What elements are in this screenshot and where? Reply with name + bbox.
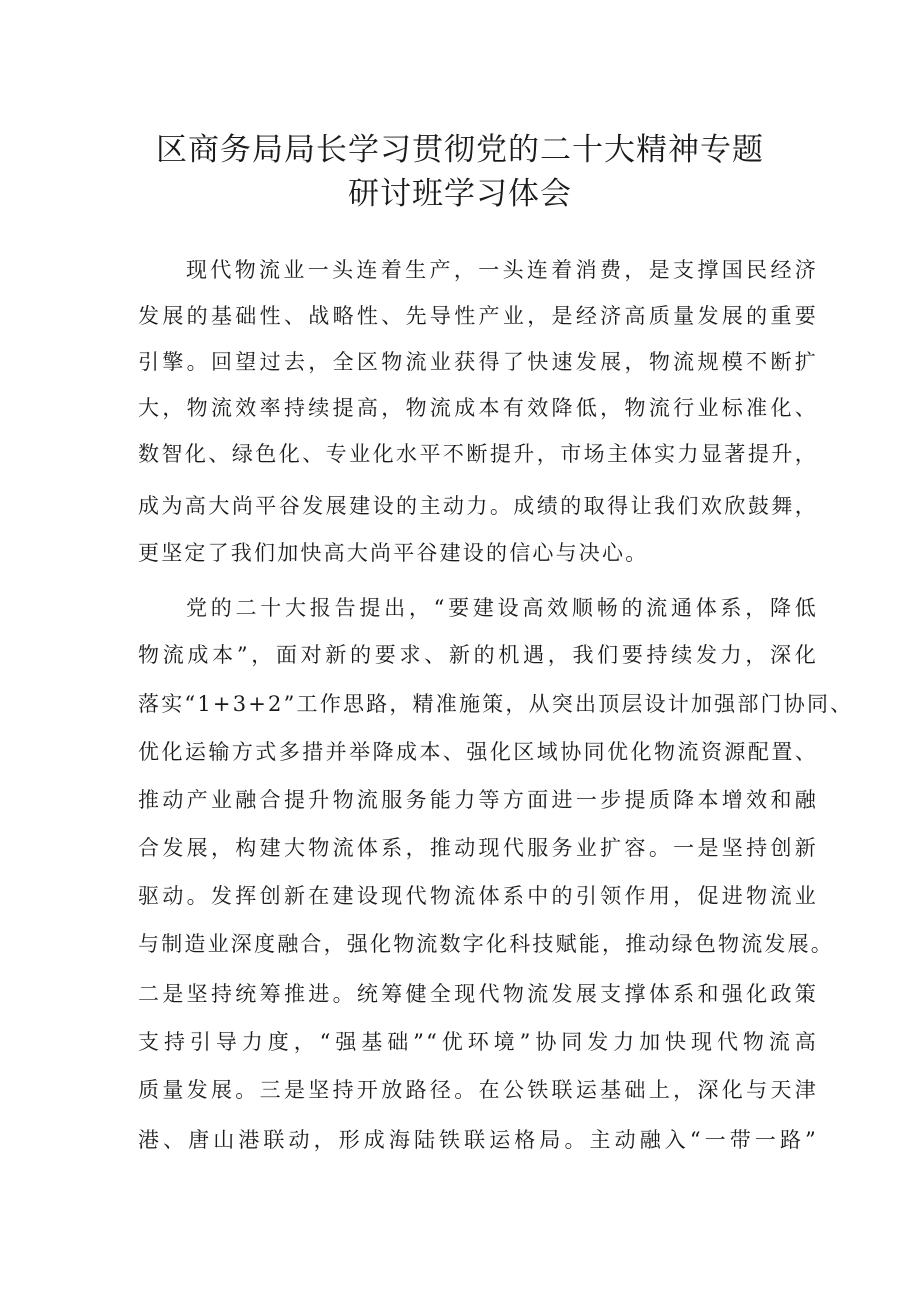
document-title-line-1: 区商务局局长学习贯彻党的二十大精神专题: [156, 132, 764, 168]
paragraph-2-line-3: 落实“1+3+2”工作思路，精准施策，从突出顶层设计加强部门协同、: [138, 692, 854, 716]
paragraph-1-line-5: 数智化、绿色化、专业化水平不断提升，市场主体实力显著提升，: [138, 442, 818, 466]
paragraph-1-line-1: 现代物流业一头连着生产，一头连着消费，是支撑国民经济: [186, 258, 818, 282]
paragraph-1-line-2: 发展的基础性、战略性、先导性产业，是经济高质量发展的重要: [138, 304, 818, 328]
paragraph-2-line-9: 二是坚持统筹推进。统筹健全现代物流发展支撑体系和强化政策: [138, 982, 818, 1006]
paragraph-2-line-11: 质量发展。三是坚持开放路径。在公铁联运基础上，深化与天津: [138, 1078, 818, 1102]
paragraph-1-line-4: 大，物流效率持续提高，物流成本有效降低，物流行业标准化、: [138, 396, 818, 420]
paragraph-2-line-1: 党的二十大报告提出，“要建设高效顺畅的流通体系，降低: [186, 596, 818, 620]
paragraph-2-line-4: 优化运输方式多措并举降成本、强化区域协同优化物流资源配置、: [138, 740, 818, 764]
paragraph-1-line-7: 更坚定了我们加快高大尚平谷建设的信心与决心。: [138, 541, 649, 565]
paragraph-2-line-12: 港、唐山港联动，形成海陆铁联运格局。主动融入“一带一路”: [138, 1128, 818, 1152]
paragraph-1-line-3: 引擎。回望过去，全区物流业获得了快速发展，物流规模不断扩: [138, 350, 818, 374]
paragraph-2-line-6: 合发展，构建大物流体系，推动现代服务业扩容。一是坚持创新: [138, 836, 818, 860]
paragraph-1-line-6: 成为高大尚平谷发展建设的主动力。成绩的取得让我们欢欣鼓舞，: [138, 494, 818, 518]
paragraph-2-line-5: 推动产业融合提升物流服务能力等方面进一步提质降本增效和融: [138, 788, 818, 812]
paragraph-2-line-7: 驱动。发挥创新在建设现代物流体系中的引领作用，促进物流业: [138, 884, 818, 908]
paragraph-2-line-8: 与制造业深度融合，强化物流数字化科技赋能，推动绿色物流发展。: [138, 932, 834, 956]
paragraph-2-line-10: 支持引导力度，“强基础”“优环境”协同发力加快现代物流高: [138, 1030, 818, 1054]
paragraph-2-line-2: 物流成本”，面对新的要求、新的机遇，我们要持续发力，深化: [138, 643, 818, 667]
document-title-line-2: 研讨班学习体会: [348, 176, 572, 212]
